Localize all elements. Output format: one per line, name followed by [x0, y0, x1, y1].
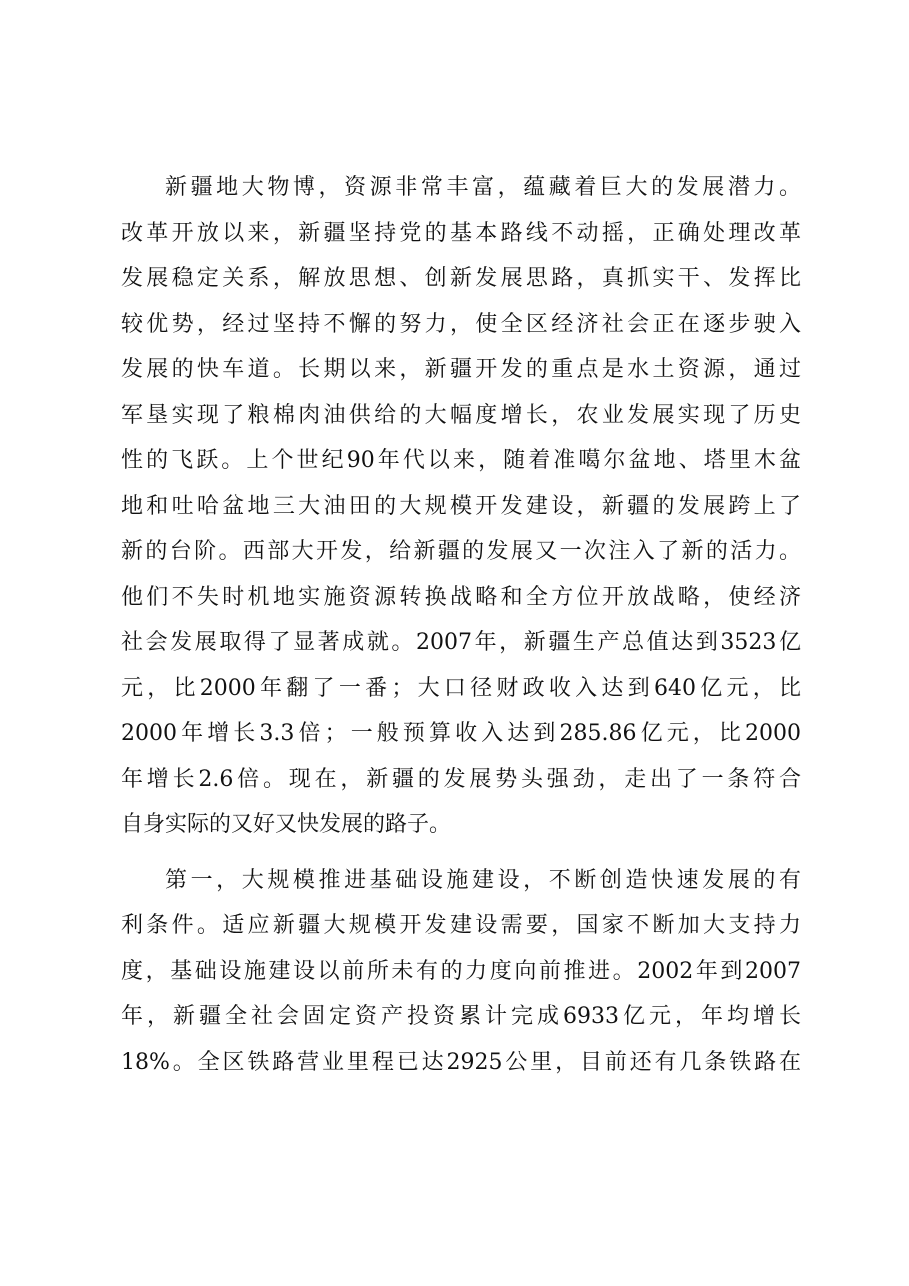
text-line: 年增长2.6倍。现在，新疆的发展势头强劲，走出了一条符合 [121, 766, 801, 792]
text-line: 性的飞跃。上个世纪90年代以来，随着准噶尔盆地、塔里木盆 [121, 448, 801, 473]
text-line: 18%。全区铁路营业里程已达2925公里，目前还有几条铁路在 [121, 1049, 801, 1075]
document-body [121, 165, 801, 1095]
text-line: 新的台阶。西部大开发，给新疆的发展又一次注入了新的活力。 [121, 539, 801, 564]
text-line: 发展稳定关系，解放思想、创新发展思路，真抓实干、发挥比 [121, 266, 801, 291]
text-line: 利条件。适应新疆大规模开发建设需要，国家不断加大支持力 [121, 913, 801, 938]
text-line: 社会发展取得了显著成就。2007年，新疆生产总值达到3523亿 [121, 630, 801, 655]
text-line: 元，比2000年翻了一番；大口径财政收入达到640亿元，比 [121, 675, 801, 701]
text-line: 年，新疆全社会固定资产投资累计完成6933亿元，年均增长 [121, 1004, 801, 1029]
paragraph-first-point [121, 858, 801, 1086]
text-line: 第一，大规模推进基础设施建设，不断创造快速发展的有 [165, 867, 801, 893]
text-line: 军垦实现了粮棉肉油供给的大幅度增长，农业发展实现了历史 [121, 402, 801, 428]
text-line: 新疆地大物博，资源非常丰富，蕴藏着巨大的发展潜力。 [165, 175, 801, 200]
text-line: 2000年增长3.3倍；一般预算收入达到285.86亿元，比2000 [121, 721, 801, 746]
paragraph-intro [121, 165, 801, 848]
text-line: 较优势，经过坚持不懈的努力，使全区经济社会正在逐步驶入 [121, 311, 801, 337]
text-line: 他们不失时机地实施资源转换战略和全方位开放战略，使经济 [121, 584, 801, 610]
text-line: 自身实际的又好又快发展的路子。 [121, 812, 452, 837]
text-line: 改革开放以来，新疆坚持党的基本路线不动摇，正确处理改革 [121, 220, 801, 246]
text-line: 度，基础设施建设以前所未有的力度向前推进。2002年到2007 [121, 958, 801, 984]
text-line: 发展的快车道。长期以来，新疆开发的重点是水土资源，通过 [121, 357, 801, 382]
text-line: 地和吐哈盆地三大油田的大规模开发建设，新疆的发展跨上了 [121, 493, 801, 519]
